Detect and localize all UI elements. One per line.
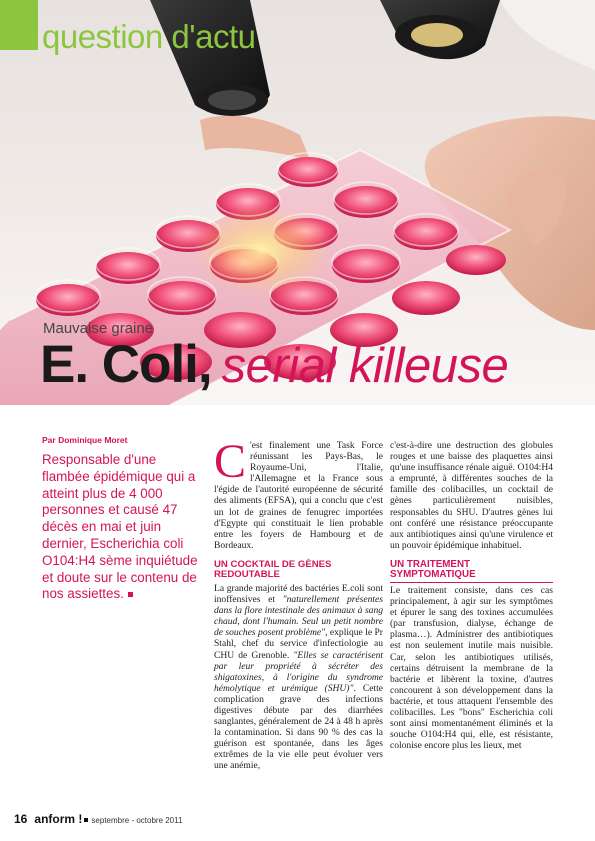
- subhead-2-text: UN TRAITEMENT SYMPTOMATIQUE: [390, 558, 476, 581]
- hero-photo: [0, 0, 595, 405]
- subhead-1: [214, 560, 383, 581]
- subhead-rule: [390, 582, 553, 583]
- quote-1: "naturellement présentes dans la flore intestinale des animaux à sang chaud, dont l'humain. Seul un petit nombre de souches posent problème": [214, 594, 384, 639]
- paragraph-2-b: , explique le Pr Stahl, chef du service d'infectiologie au CHU de Grenoble.: [214, 627, 383, 661]
- paragraph-2-a: La grande majorité des bactéries E.coli sont inoffensives et: [214, 582, 383, 606]
- paragraph-1-text: 'est finalement une Task Force réunissant les Pays-Bas, le Royaume-Uni, l'Italie, l'Allemagne et la France sous l'égide de l'autorité européenne de sécurité des aliments (EFSA), qui a conclu que c'est un lot de graines de fenugrec importées d'Egypte qui constituait le lien probable entre les foyers de Hambourg et de Bordeaux.: [214, 440, 383, 551]
- end-mark-icon: [128, 592, 133, 597]
- page-number: 16: [14, 812, 28, 826]
- article-column-2: [390, 440, 553, 751]
- paragraph-4: Le traitement consiste, dans ces cas principalement, à agir sur les symptômes et épurer le sang des toxines accumulées (par transfusion, dialyse, échange de plasma…). Administrer des antibiotiques est non seulement inutile mais nuisible. Car, selon les antibiotiques utilisés, certains détruisent la membrane de la bactérie et libèrent la toxine, d'autres concourent à son développement dans la bactérie, et tous attaquent l'ensemble des colibacilles. Les "bons" Escherichia coli sont ainsi momentanément éliminés et la souche O104:H4 qui, elle, est résistante, colonise encore plus les lieux, met: [390, 584, 553, 752]
- title-bold: E. Coli,: [40, 335, 212, 394]
- footer-square-icon: [84, 818, 88, 822]
- paragraph-2: [214, 583, 383, 772]
- byline: Par Dominique Moret: [42, 435, 128, 445]
- intro-body: Responsable d'une flambée épidémique qui a atteint plus de 4 000 personnes et causé 47 décès en mai et juin dernier, Escherichia coli O104:H4 sème inquiétude et doute sur le contenu de nos assiettes.: [42, 452, 198, 602]
- subhead-1-text: UN COCKTAIL DE GÈNES REDOUTABLE: [214, 558, 332, 581]
- issue-date: septembre - octobre 2011: [91, 816, 183, 825]
- intro-text: [42, 452, 202, 603]
- article-title: [40, 335, 509, 394]
- article-column-1: [214, 435, 384, 772]
- quote-2: "Elles se caractérisent par leur propriété à sécréter des shigatoxines, à l'origine du syndrome hémolytique et urémique (SHU)": [214, 649, 383, 694]
- page-footer: [14, 813, 182, 826]
- article-kicker: Mauvaise graine: [43, 320, 154, 337]
- section-color-tab: [0, 0, 38, 50]
- drop-cap: C: [214, 435, 247, 488]
- paragraph-3: c'est-à-dire une destruction des globules rouges et une baisse des plaquettes ainsi qu'une insuffisance rénale aiguë. O104:H4 a emprunté, à différentes souches de la famille des colibacilles, un cocktail de gènes particulièrement nuisibles, responsables du SHU. D'autres gènes lui ont conféré une résistance préoccupante aux antibiotiques ainsi qu'une virulence et un pouvoir épidémique inhabituel.: [390, 440, 553, 551]
- magazine-name: anform !: [34, 812, 83, 826]
- title-script: serial killeuse: [221, 339, 509, 393]
- subhead-2: [390, 560, 553, 583]
- paragraph-2-c: . Cette complication grave des infections digestives débute par des diarrhées sanglantes, généralement de 24 à 48 h après la contamination. Si dans 90 % des cas la guérison est spontanée, dans les âges extrêmes de la vie elle peut évoluer vers une anémie,: [214, 682, 383, 772]
- section-tag: question d'actu: [42, 18, 256, 55]
- paragraph-1: [214, 435, 383, 551]
